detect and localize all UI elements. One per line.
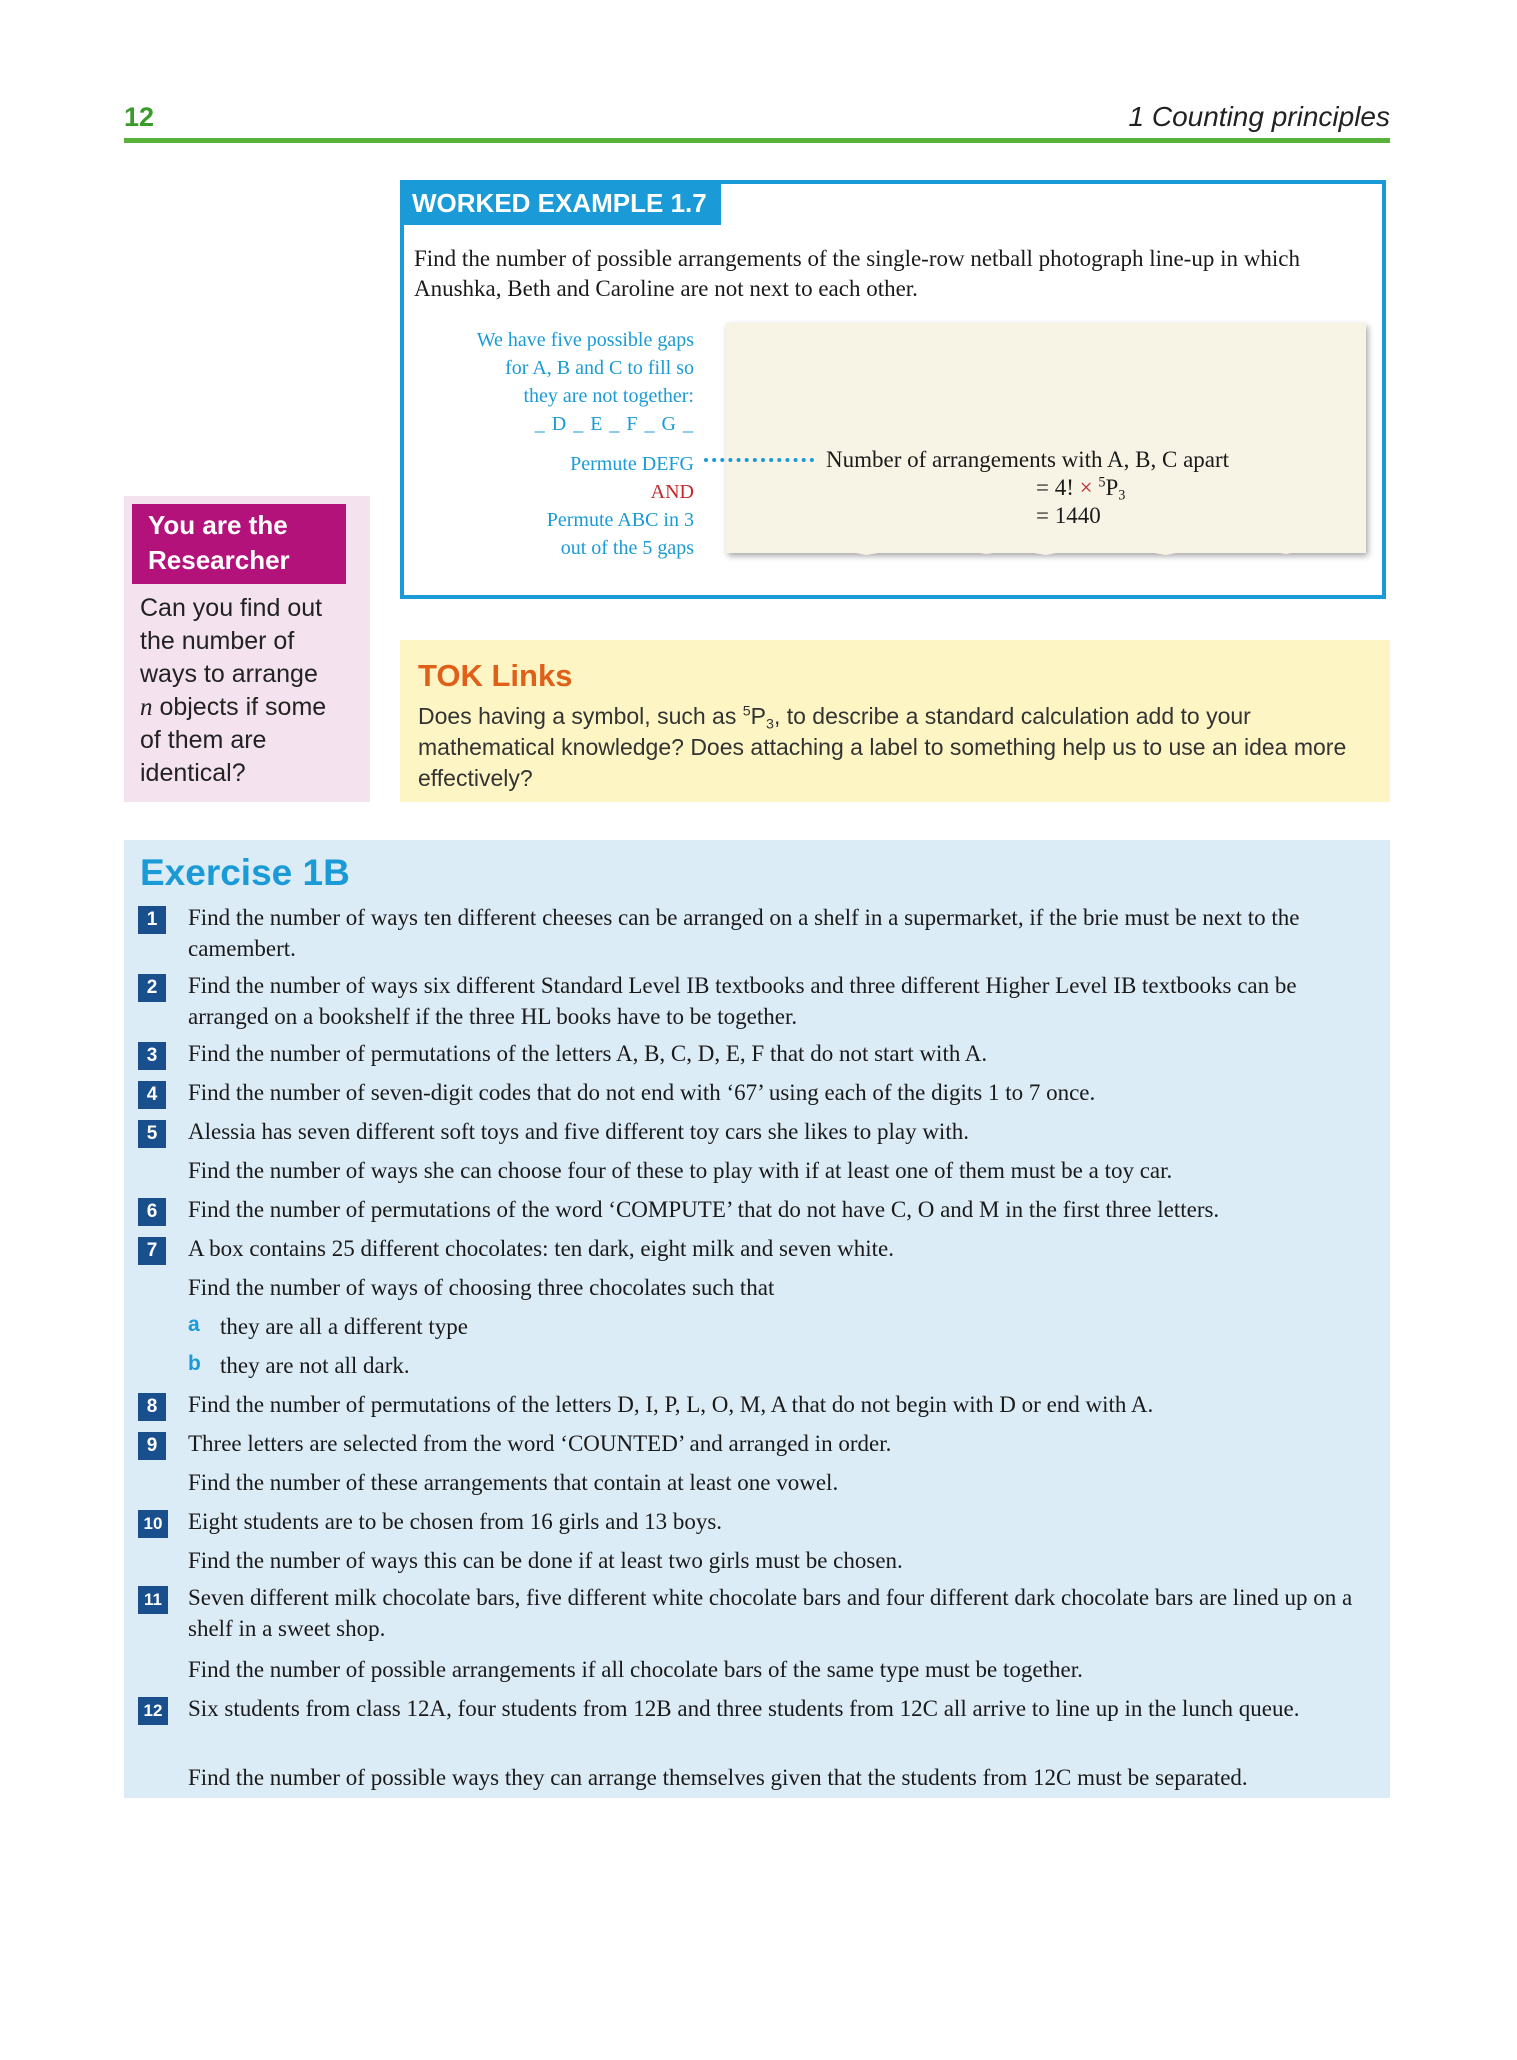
researcher-box bbox=[124, 496, 370, 802]
solution-paper bbox=[726, 323, 1366, 553]
question-number: 9 bbox=[138, 1432, 166, 1460]
note-and: AND bbox=[650, 481, 694, 503]
header-rule bbox=[124, 138, 1390, 143]
question-text: Six students from class 12A, four students from 12B and three students from 12C all arrive to line up in the lunch queue. bbox=[188, 1696, 1300, 1721]
answer-result: = 1440 bbox=[1036, 503, 1101, 528]
tok-links-box bbox=[400, 640, 1390, 802]
question-follow-up: Find the number of possible ways they can arrange themselves given that the students from 12C must be separated. bbox=[188, 1765, 1248, 1790]
part-label: b bbox=[188, 1352, 201, 1375]
worked-example-question: Find the number of possible arrangements of the single-row netball photograph line-up in which Anushka, Beth and Caroline are not next to each other. bbox=[414, 246, 1300, 301]
page-number: 12 bbox=[124, 102, 155, 132]
exercise-box bbox=[124, 840, 1390, 1798]
note-permute-abc: Permute ABC in 3 out of the 5 gaps bbox=[546, 509, 694, 559]
researcher-title: You are the Researcher bbox=[132, 504, 346, 584]
answer-calculation: = 4! × $^5P_3$ bbox=[1036, 474, 1126, 504]
question-follow-up: Find the number of ways this can be done if at least two girls must be chosen. bbox=[188, 1548, 903, 1573]
question-text: Three letters are selected from the word ‘COUNTED’ and arranged in order. bbox=[188, 1431, 892, 1456]
note-gap-pattern: _ D _ E _ F _ G _ bbox=[534, 413, 694, 435]
chapter-title: 1 Counting principles bbox=[1128, 101, 1390, 132]
question-number: 11 bbox=[138, 1586, 168, 1614]
question-follow-up: Find the number of possible arrangements if all chocolate bars of the same type must be together. bbox=[188, 1657, 1083, 1682]
note-five-gaps: We have five possible gaps for A, B and C to fill so they are not together: bbox=[476, 329, 694, 407]
question-number: 4 bbox=[138, 1081, 166, 1109]
question-number: 10 bbox=[138, 1510, 168, 1538]
answer-label: Number of arrangements with A, B, C apart bbox=[826, 447, 1230, 472]
question-text: Find the number of permutations of the letters A, B, C, D, E, F that do not start with A. bbox=[188, 1041, 988, 1066]
question-number: 1 bbox=[138, 906, 166, 934]
question-number: 2 bbox=[138, 974, 166, 1002]
question-number: 8 bbox=[138, 1393, 166, 1421]
researcher-text: Can you find out the number of ways to arrange n objects if some of them are identical? bbox=[140, 594, 327, 787]
worked-example-tab: WORKED EXAMPLE 1.7 bbox=[400, 180, 721, 225]
question-text: Find the number of ways ten different cheeses can be arranged on a shelf in a supermarket, if the brie must be next to the camembert. bbox=[188, 905, 1300, 961]
torn-edge bbox=[726, 537, 1366, 567]
worked-example-box bbox=[400, 180, 1386, 599]
part-label: a bbox=[188, 1313, 200, 1336]
part-text: they are all a different type bbox=[220, 1314, 468, 1339]
part-text: they are not all dark. bbox=[220, 1353, 410, 1378]
tok-title: TOK Links bbox=[418, 658, 573, 693]
question-text: Seven different milk chocolate bars, five different white chocolate bars and four different dark chocolate bars are lined up on a shelf in a sweet shop. bbox=[188, 1585, 1353, 1641]
question-follow-up: Find the number of these arrangements that contain at least one vowel. bbox=[188, 1470, 839, 1495]
question-number: 12 bbox=[138, 1697, 168, 1725]
note-permute-defg: Permute DEFG bbox=[570, 453, 694, 475]
times-sign: × bbox=[1079, 475, 1093, 500]
question-text: Find the number of permutations of the letters D, I, P, L, O, M, A that do not begin with D or end with A. bbox=[188, 1392, 1154, 1417]
question-follow-up: Find the number of ways of choosing three chocolates such that bbox=[188, 1275, 775, 1300]
question-follow-up: Find the number of ways she can choose four of these to play with if at least one of them must be a toy car. bbox=[188, 1158, 1173, 1183]
question-number: 3 bbox=[138, 1042, 166, 1070]
question-text: Find the number of permutations of the word ‘COMPUTE’ that do not have C, O and M in the first three letters. bbox=[188, 1197, 1220, 1222]
dotted-leader bbox=[704, 458, 814, 462]
question-number: 6 bbox=[138, 1198, 166, 1226]
question-text: Find the number of ways six different Standard Level IB textbooks and three different Higher Level IB textbooks can be arranged on a bookshelf if the three HL books have to be together. bbox=[188, 973, 1297, 1029]
question-text: Alessia has seven different soft toys and five different toy cars she likes to play with. bbox=[188, 1119, 969, 1144]
question-number: 7 bbox=[138, 1237, 166, 1265]
question-text: Eight students are to be chosen from 16 girls and 13 boys. bbox=[188, 1509, 723, 1534]
tok-text: Does having a symbol, such as $^5P_3$, to describe a standard calculation add to your mathematical knowledge? Does attaching a label to something help us to use an idea more effectively? bbox=[418, 703, 1347, 791]
question-number: 5 bbox=[138, 1120, 166, 1148]
question-text: Find the number of seven-digit codes that do not end with ‘67’ using each of the digits 1 to 7 once. bbox=[188, 1080, 1096, 1105]
exercise-title: Exercise 1B bbox=[140, 852, 350, 893]
question-text: A box contains 25 different chocolates: ten dark, eight milk and seven white. bbox=[188, 1236, 895, 1261]
